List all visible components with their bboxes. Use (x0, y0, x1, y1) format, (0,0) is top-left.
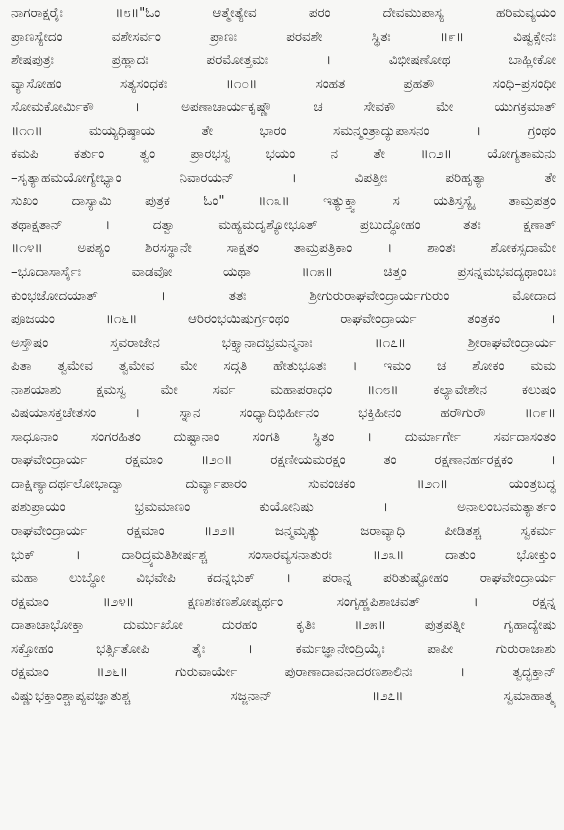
text-line: ॥೧೧॥ ಮಯ್ಯಧಿಷ್ಠಾಯ ತೇ ಭಾರಂ ಸಮನ್ಮಂತ್ರಾದ್ಯುಪಾಸನಂ । ಗ್ರಂಥಂ (11, 123, 556, 139)
text-line: ವಿಷಯಾಸಕ್ತಚೇತಸಂ । ಸ್ನಾನ ಸಂಧ್ಯಾದಿಭಿರ್ಹೀನಂ ಭಕ್ತಿಹೀನಂ ಹರೌಗುರೌ ॥೧೯॥ (11, 406, 556, 422)
text-line (11, 756, 556, 780)
text-line: ದಾಕ್ಷಿಣ್ಯಾದರ್ಥಲೋಭಾದ್ವಾ ದುರ್ವ್ಯಾಪಾರಂ ಸುವಂಚಕಂ ॥೨೧॥ ಯಂತ್ರಬದ್ಧ (11, 476, 556, 492)
text-line: ರಕ್ಷಮಾಂ ॥೨೪॥ ಕ್ಷಣಶಃಕಣಶೋಪ್ಯರ್ಥಂ ಸಂಗೃಹ್ಣಪಿಶಾಚವತ್ । ರಕ್ಷನ್ನ (11, 594, 556, 610)
text-line: ಕಮಪಿ ಕರ್ತುಂ ತ್ವಂ ಪ್ರಾರಭಸ್ವ ಭಯಂ ನ ತೇ ॥೧೨॥ ಯೋಗ್ಯತಾಮನು (11, 147, 556, 163)
text-line: ರಕ್ಷಮಾಂ ॥೨೬॥ ಗುರುವಾರ್ಯೇ ಪುರಾಣಾದಾವನಾದರಣಶಾಲಿನಃ । ತ್ವದ್ಭಕ್ತಾನ್ (11, 665, 556, 681)
kannada-verse-text (11, 2, 556, 826)
text-line: –ಸೃತ್ಯಾಹಮಯೋಗ್ಯೇಭ್ಯಾಂ ನಿವಾರಯನ್ । ವಿಪತ್ತೀಃ ಪರಿಹೃತ್ಯಾ ತೇ (11, 170, 556, 186)
text-line: ಸಾಧೂನಾಂ ಸಂಗರಹಿತಂ ದುಷ್ಟಾನಾಂ ಸಂಗತಿ ಸ್ಥಿತಂ । ದುರ್ಮಾರ್ಗೇ ಸರ್ವದಾಸಂತಂ (11, 429, 556, 445)
text-line: ಪ್ರಾಣಸ್ಯೇದಂ ವಶೇಸರ್ವಂ ಪ್ರಾಣಃ ಪರವಶೇ ಸ್ಥಿತಃ ॥೯॥ ವಿಷ್ವಕ್ಸೇನಃ (11, 29, 556, 45)
text-line: ನಾಗರಾಕ್ಷರೈಃ ॥೮॥"ಓಂ ಆತ್ಮೇತ್ಯೇವ ಪರಂ ದೇವಮುಪಾಸ್ಯ ಹರಿಮವ್ಯಯಂ (11, 6, 556, 21)
text-line: ಪಶುಪ್ರಾಯಂ ಭ್ರಮಮಾಣಂ ಕುಯೋನಿಷು । ಅನಾಲಂಬನಮತ್ಯಾರ್ತಂ (11, 500, 556, 516)
text-line: –ಭೂದಾಸಾರ್ಸೈಃ ವಾಡವೋ ಯಥಾ ॥೧೫॥ ಚಿತ್ತಂ ಪ್ರಸನ್ನಮಭವದ್ಯಥಾಂಬಃ (11, 265, 556, 281)
text-line: ಕುಂಭಜೋದಯಾತ್ । ತತಃ ಶ್ರೀಗುರುರಾಘವೇಂದ್ರಾರ್ಯಗುರುಂ ಮೋದಾದ (11, 288, 556, 304)
text-line: ಪಿತಾ ತ್ವಮೇವ ತ್ವಮೇವ ಮೇ ಸದ್ಗತಿ ಹೇತುಭೂತಃ । ಇಮಂ ಚ ಶೋಕಂ ಮಮ (11, 359, 556, 375)
text-line: ಸಕ್ತೋಹಂ ಭರ್ತ್ಸಿತೋಪಿ ತೈಃ । ಕರ್ಮಜ್ಞಾನೇಂದ್ರಿಯೈಃ ಪಾಪೀ ಗುರುರಾಜಾಶು (11, 641, 556, 657)
text-line (11, 803, 556, 827)
text-line: ಸೋಮಕೋರ್ಮಿಕೌ । ಅಪಣಾಚಾರ್ಯಕೃಷ್ಣೌ ಚ ಸೇವಕೌ ಮೇ ಯುಗಕ್ರಮಾತ್ (11, 100, 556, 116)
text-line (11, 732, 556, 756)
text-line: ಅಸ್ತೌಷಂ ಸ್ತವರಾಜೇನ ಭಕ್ತ್ಯಾನಾದಭ್ರಮನ್ಮನಾಃ ॥೧೭॥ ಶ್ರೀರಾಘವೇಂದ್ರಾರ್ಯ (11, 335, 556, 351)
text-line: ರಾಘವೇಂದ್ರಾರ್ಯ ರಕ್ಷಮಾಂ ॥೨೦॥ ರಕ್ಷಣೀಯಮರಕ್ಷಂ ತಂ ರಕ್ಷಣಾನರ್ಹರಕ್ಷಕಂ । (11, 453, 556, 469)
text-line: ವ್ಯಾಸೋಹಂ ಸತ್ಯಸಂಧಕಃ ॥೧೦॥ ಸಂಹತ ಪ್ರಹತೌ ಸಂಧಿ–ಪ್ರಸಂಧೀ (11, 76, 556, 92)
text-line: ನಾಶಯಾಶು ಕ್ಷಮಸ್ವ ಮೇ ಸರ್ವ ಮಹಾಪರಾಧಂ ॥೧೮॥ ಕಲ್ಯಾವೇಶೇನ ಕಲುಷಂ (11, 382, 556, 398)
text-line: ಶೇಷಪುತ್ರಃ ಪ್ರಹ್ಲಾದಃ ಪರಮೋತ್ತಮಃ । ವಿಭೀಷಣೋಥ ಬಾಹ್ಲೀಕೋ (11, 53, 556, 69)
text-line (11, 779, 556, 803)
text-line: ವಿಷ್ಣುಭಕ್ತಾಂಶ್ಚಾಪ್ಯವಜ್ಞಾತುಶ್ಚ ಸಜ್ಜನಾನ್ ॥೨೭॥ ಸ್ವಮಾಹಾತ್ಮ್ಯ (11, 688, 556, 704)
text-line (11, 708, 556, 732)
text-line: ರಾಘವೇಂದ್ರಾರ್ಯ ರಕ್ಷಮಾಂ ॥೨೨॥ ಜನ್ಮಮೃತ್ಯು ಜರಾವ್ಯಾಧಿ ಪೀಡಿತಶ್ಚ ಸ್ವಕರ್ಮ (11, 524, 556, 540)
text-line: ಪೂಜಯಂ ॥೧೬॥ ಆರಿರಂಭಯಿಷುರ್ಗ್ರಂಥಂ ರಾಘವೇಂದ್ರಾರ್ಯ ತಂತ್ರಕಂ । (11, 312, 556, 328)
text-line: ತಥಾಕ್ಷತಾನ್ । ದತ್ವಾ ಮಹ್ಯಮದೃಶ್ಯೋಭೂತ್ ಪ್ರಬುದ್ಧೋಹಂ ತತಃ ಕ್ಷಣಾತ್ (11, 217, 556, 233)
text-line: ಭುಕ್ । ದಾರಿದ್ರ್ಯಮತಿಶೀರ್ಷಶ್ಚ ಸಂಸಾರವ್ಯಸನಾತುರಃ ॥೨೩॥ ದಾತುಂ ಭೋಕ್ತುಂ (11, 547, 556, 563)
text-line: ॥೧೪॥ ಅಪಶ್ಯಂ ಶಿರಸಸ್ಥಾನೇ ಸಾಕ್ಷತಂ ತಾಮ್ರಪತ್ರಿಕಾಂ । ಶಾಂತಃ ಶೋಕಸ್ಸದಾಮೇ (11, 241, 556, 257)
text-line: ಸುಖಂ ದಾಸ್ಯಾಮಿ ಪುತ್ರಕ ಓಂ" ॥೧೩॥ ಇತ್ಯುಕ್ತ್ವಾ ಸ ಯತಿಸ್ತಸ್ಯೈ ತಾಮ್ರಪತ್ರಂ (11, 194, 556, 210)
text-line: ಮಹಾ ಲುಬ್ಧೋ ವಿಭವೇಪಿ ಕದನ್ನಭುಕ್ । ಪರಾನ್ನ ಪರಿತುಷ್ಟೋಹಂ ರಾಘವೇಂದ್ರಾರ್ಯ (11, 571, 556, 587)
text-line: ದಾತಾಚಾಭೋಕ್ತಾ ದುರ್ಮುಖೋ ದುರಹಂ ಕೃತಿಃ ॥೨೫॥ ಪುತ್ರಪತ್ನೀ ಗೃಹಾದ್ಯೇಷು (11, 618, 556, 634)
